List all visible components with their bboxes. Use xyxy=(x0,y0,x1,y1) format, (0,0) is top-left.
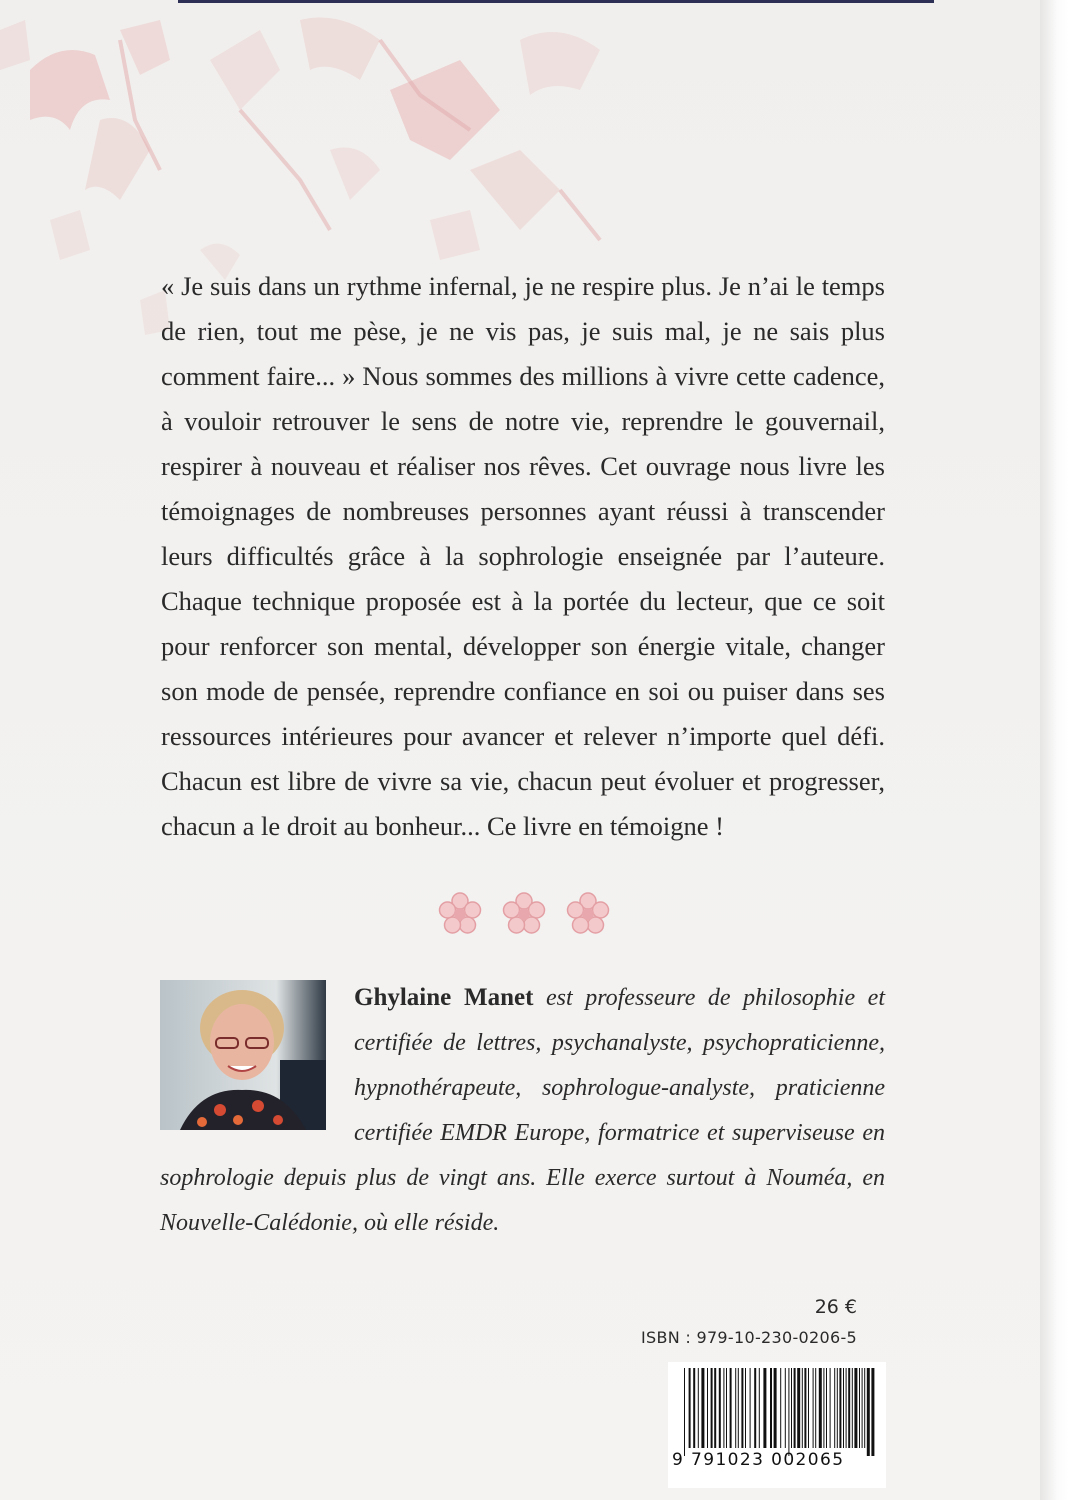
barcode-number: 9 791023 002065 xyxy=(672,1450,845,1470)
barcode-bar xyxy=(846,1368,847,1448)
barcode-bar xyxy=(707,1368,708,1448)
barcode-bar xyxy=(684,1368,685,1456)
author-name: Ghylaine Manet xyxy=(354,984,534,1011)
barcode-bar xyxy=(730,1368,732,1448)
barcode-bar xyxy=(867,1368,870,1456)
barcode-bar xyxy=(813,1368,814,1448)
barcode-bar xyxy=(826,1368,827,1448)
barcode-bar xyxy=(859,1368,860,1448)
barcode-bar xyxy=(759,1368,760,1448)
author-bio-text: est professeure de philosophie et certifiée de lettres, psychanalyste, psychopraticienne, hypnothérapeute, sophrologue-analyste, praticienne certifiée EMDR Europe, formatrice et superviseuse en sophrologie depuis plus de vingt ans. Elle exerce surtout à Nouméa, en Nouvelle-Calédonie, où elle réside. xyxy=(160,985,885,1236)
barcode xyxy=(668,1362,886,1488)
barcode-bar xyxy=(714,1368,716,1448)
barcode-bar xyxy=(701,1368,704,1448)
price-label: 26 € xyxy=(814,1296,857,1318)
barcode-bar xyxy=(754,1368,756,1448)
flower-icon xyxy=(564,890,612,938)
barcode-bar xyxy=(750,1368,751,1448)
barcode-bar xyxy=(791,1368,792,1448)
barcode-bar xyxy=(719,1368,721,1448)
top-color-band xyxy=(178,0,934,3)
barcode-bar xyxy=(794,1368,796,1448)
barcode-bar xyxy=(698,1368,699,1448)
barcode-bar xyxy=(711,1368,713,1448)
barcode-bar xyxy=(738,1368,739,1448)
flower-icon xyxy=(436,890,484,938)
author-photo xyxy=(160,980,326,1130)
barcode-bar xyxy=(785,1368,786,1448)
isbn-label: ISBN : 979-10-230-0206-5 xyxy=(640,1328,857,1347)
barcode-bar xyxy=(804,1368,806,1448)
barcode-bar xyxy=(689,1368,691,1448)
barcode-bar xyxy=(780,1368,781,1448)
barcode-bar xyxy=(854,1368,857,1448)
barcode-bar xyxy=(823,1368,824,1448)
barcode-bar xyxy=(745,1368,746,1448)
barcode-bar xyxy=(864,1368,865,1448)
barcode-bar xyxy=(723,1368,724,1448)
barcode-bar xyxy=(839,1368,841,1448)
page-edge xyxy=(1040,0,1069,1500)
barcode-bar xyxy=(871,1368,874,1456)
back-cover-blurb: « Je suis dans un rythme infernal, je ne respire plus. Je n’ai le temps de rien, tout me pèse, je ne vis pas, je suis mal, je ne sais plus comment faire... » Nous sommes des millions à vivre cette cadence, à vouloir retrouver le sens de notre vie, reprendre le gouvernail, respirer à nouveau et réaliser nos rêves. Cet ouvrage nous livre les témoignages de nombreuses personnes ayant réussi à transcender leurs difficultés grâce à la sophrologie enseignée par l’auteure. Chaque technique proposée est à la portée du lecteur, que ce soit pour renforcer son mental, développer son énergie vitale, changer son mode de pensée, reprendre confiance en soi ou puiser dans ses ressources intérieures pour avancer et relever n’importe quel défi. Chacun est libre de vivre sa vie, chacun peut évoluer et progresser, chacun a le droit au bonheur... Ce livre en témoigne ! xyxy=(161,271,885,841)
barcode-bar xyxy=(774,1368,777,1448)
barcode-bar xyxy=(834,1368,835,1448)
barcode-bar xyxy=(815,1368,816,1448)
barcode-bar xyxy=(693,1368,695,1448)
flower-icon xyxy=(500,890,548,938)
barcode-bar xyxy=(726,1368,727,1448)
barcode-bar xyxy=(819,1368,822,1448)
barcode-bar xyxy=(852,1368,853,1448)
barcode-bar xyxy=(848,1368,850,1448)
barcode-bar xyxy=(808,1368,809,1448)
barcode-bar xyxy=(763,1368,766,1448)
barcode-bar xyxy=(862,1368,863,1448)
barcode-bar xyxy=(843,1368,844,1448)
barcode-bar xyxy=(802,1368,803,1448)
barcode-bar xyxy=(837,1368,838,1448)
barcode-bar xyxy=(741,1368,743,1448)
barcode-bar xyxy=(788,1368,789,1456)
ornament-divider xyxy=(436,890,612,940)
barcode-bar xyxy=(735,1368,736,1448)
barcode-bar xyxy=(797,1368,800,1448)
barcode-bar xyxy=(830,1368,831,1448)
barcode-bar xyxy=(770,1368,772,1448)
